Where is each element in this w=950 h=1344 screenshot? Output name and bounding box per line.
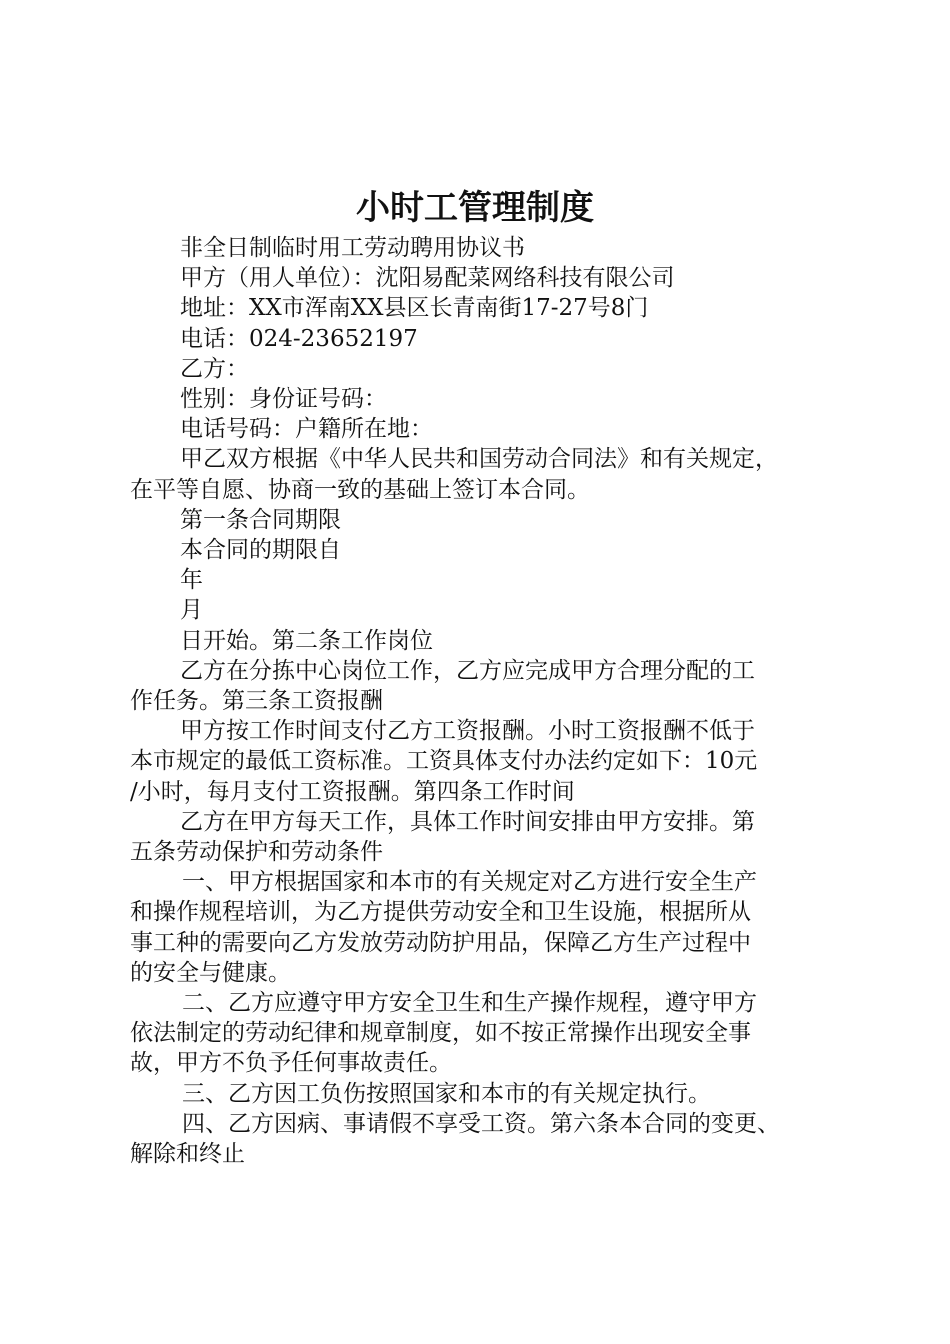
paragraph-line: 三、乙方因工负伤按照国家和本市的有关规定执行。 xyxy=(182,1080,711,1107)
party-a-line: 甲方（用人单位）：沈阳易配菜网络科技有限公司 xyxy=(180,265,675,292)
paragraph-line: 一、甲方根据国家和本市的有关规定对乙方进行安全生产 xyxy=(182,869,757,896)
paragraph-line: 甲方按工作时间支付乙方工资报酬。小时工资报酬不低于 xyxy=(180,718,755,745)
paragraph-line: 解除和终止 xyxy=(130,1141,245,1168)
paragraph-line: 的安全与健康。 xyxy=(130,959,291,986)
phone-household-line: 电话号码：户籍所在地： xyxy=(180,416,433,443)
paragraph-line: 事工种的需要向乙方发放劳动防护用品，保障乙方生产过程中 xyxy=(130,929,751,956)
phone-line: 电话：024-23652197 xyxy=(180,325,418,352)
document-title: 小时工管理制度 xyxy=(356,188,594,228)
document-body xyxy=(130,233,842,1169)
paragraph-line: 四、乙方因病、事请假不享受工资。第六条本合同的变更、 xyxy=(182,1110,780,1137)
paragraph-line: 故，甲方不负予任何事故责任。 xyxy=(130,1050,452,1077)
paragraph-line: 甲乙双方根据《中华人民共和国劳动合同法》和有关规定， xyxy=(180,446,778,473)
paragraph-line: 作任务。第三条工资报酬 xyxy=(130,688,383,715)
paragraph-line: 日开始。第二条工作岗位 xyxy=(180,627,433,654)
paragraph-line: 和操作规程培训，为乙方提供劳动安全和卫生设施，根据所从 xyxy=(130,899,751,926)
party-b-line: 乙方： xyxy=(180,355,249,382)
paragraph-line: 本合同的期限自 xyxy=(180,537,341,564)
paragraph-line: 五条劳动保护和劳动条件 xyxy=(130,839,383,866)
paragraph-line: 月 xyxy=(180,597,203,624)
gender-id-line: 性别：身份证号码： xyxy=(180,386,387,413)
paragraph-line: 本市规定的最低工资标准。工资具体支付办法约定如下：10元 xyxy=(130,748,758,775)
paragraph-line: 乙方在分拣中心岗位工作，乙方应完成甲方合理分配的工 xyxy=(180,657,755,684)
paragraph-line: 乙方在甲方每天工作，具体工作时间安排由甲方安排。第 xyxy=(180,808,755,835)
contract-heading: 非全日制临时用工劳动聘用协议书 xyxy=(180,235,525,261)
article-heading: 第一条合同期限 xyxy=(180,506,341,533)
paragraph-line: 年 xyxy=(180,567,203,594)
paragraph-line: /小时，每月支付工资报酬。第四条工作时间 xyxy=(130,778,575,805)
address-line: 地址：XX市浑南XX县区长青南街17-27号8门 xyxy=(180,295,649,322)
paragraph-line: 二、乙方应遵守甲方安全卫生和生产操作规程，遵守甲方 xyxy=(182,990,757,1017)
paragraph-line: 在平等自愿、协商一致的基础上签订本合同。 xyxy=(130,476,590,503)
paragraph-line: 依法制定的劳动纪律和规章制度，如不按正常操作出现安全事 xyxy=(130,1020,751,1047)
